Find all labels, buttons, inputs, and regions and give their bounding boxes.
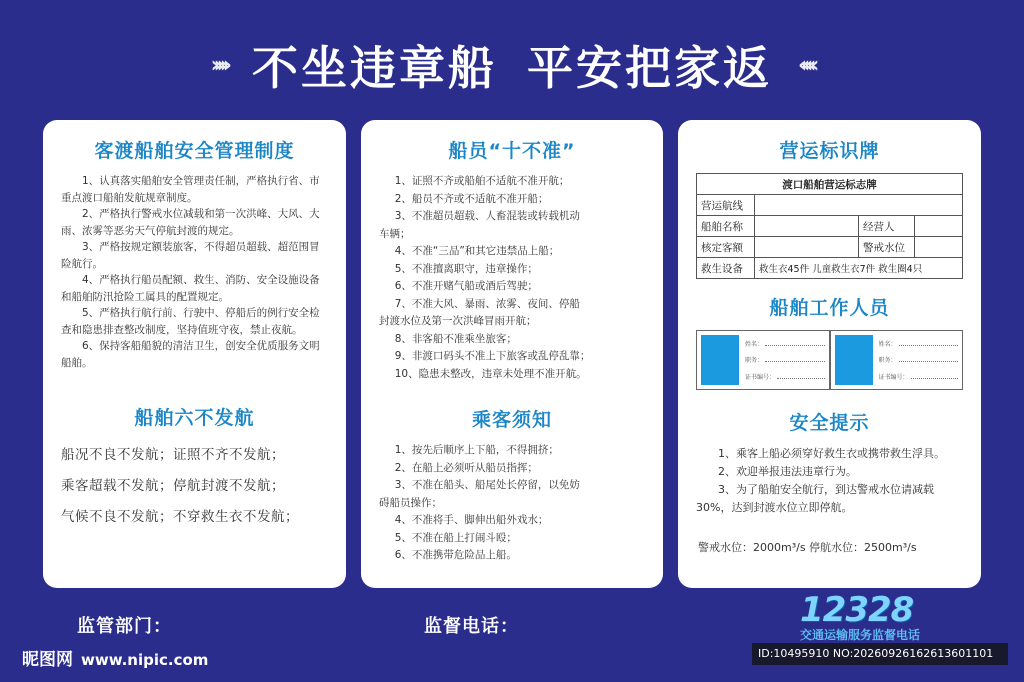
hotline-logo: [800, 592, 980, 644]
passenger-notice: 6、不准携带危险品上船。: [394, 549, 517, 561]
table-row: [697, 237, 963, 258]
no-sail-rule: 乘客超载不发航；停航封渡不发航；: [61, 478, 285, 494]
water-levels: 警戒水位：2000m³/s 停航水位：2500m³/s: [698, 541, 917, 554]
main-title-part2: 平安把家返: [527, 41, 772, 95]
crew-rule: 6、不准开赌气船或酒后驾驶；: [394, 280, 538, 292]
crew-rule: 8、非客船不准乘坐旅客；: [394, 332, 517, 345]
crew-rule: 5、不准擅离职守，违章操作；: [394, 262, 538, 275]
passenger-notice: 5、不准在船上打闹斗殴；: [394, 531, 517, 544]
staff-photo: [701, 335, 739, 385]
crew-rule: 7、不准大风、暴雨、浓雾、夜间、停船: [394, 297, 580, 310]
passenger-notice: 3、不准在船头、船尾处长停留，以免妨: [394, 479, 580, 491]
staff-card: [696, 330, 830, 390]
crew-rule: 2、船员不齐或不适航不准开船；: [394, 192, 549, 205]
main-title-part1: 不坐违章船: [252, 41, 497, 95]
crew-rule: 10、隐患未整改，违章未处理不准开航。: [394, 367, 587, 380]
passenger-notice: 碍船员操作；: [379, 496, 442, 509]
hotline-subtitle: 交通运输服务监督电话: [800, 628, 921, 642]
table-row: [697, 195, 963, 216]
staff-name-field: 姓名：: [745, 339, 825, 348]
capacity-label: 核定客额: [697, 237, 755, 258]
site-name: 昵图网: [22, 650, 73, 670]
ship-name-label: 船舶名称: [697, 216, 755, 237]
crew-rules-title: 船员“十不准”: [448, 140, 576, 162]
card-crew-rules: [361, 120, 663, 588]
staff-card: [830, 330, 964, 390]
sign-table-head: 渡口船舶营运标志牌: [697, 174, 963, 195]
passenger-notice: 2、在船上必须听从船员指挥；: [394, 461, 538, 474]
staff-post-field: 职务：: [879, 355, 959, 364]
card-safety-management: [43, 120, 346, 588]
table-row: [697, 174, 963, 195]
capacity-value: [755, 237, 859, 258]
operator-value: [915, 216, 963, 237]
table-row: [697, 216, 963, 237]
crew-rule: 1、证照不齐或船舶不适航不准开航；: [394, 175, 570, 187]
equipment-value: 救生衣45件 儿童救生衣7件 救生圈4只: [755, 258, 963, 279]
operator-label: 经营人: [859, 216, 915, 237]
supervision-phone-label: 监督电话：: [424, 616, 519, 637]
route-value: [755, 195, 963, 216]
safety-paragraph: 5、严格执行航行前、行驶中、停船后的例行安全检查和隐患排查整改制度，坚持值班守夜，禁止夜航。: [61, 307, 320, 336]
table-row: [697, 258, 963, 279]
passenger-notice: 4、不准将手、脚伸出船外戏水；: [394, 514, 549, 526]
chevrons-right-icon: ‹‹‹‹‹: [798, 52, 814, 78]
id-watermark: ID:10495910 NO:20260926162613601101: [752, 643, 1008, 665]
passenger-notice-title: 乘客须知: [471, 409, 552, 431]
safety-tip: 3、为了船舶安全航行，到达警戒水位请减载30%，达到封渡水位立即停航。: [696, 483, 934, 514]
safety-paragraph: 1、认真落实船舶安全管理责任制，严格执行省、市重点渡口船舶发航规章制度。: [61, 175, 320, 204]
staff-name-field: 姓名：: [879, 339, 959, 348]
crew-rule: 3、不准超员超载、人畜混装或转载机动: [394, 210, 580, 222]
staff-cert-field: 证书编号：: [745, 372, 825, 381]
safety-paragraph: 3、严格按规定额装旅客，不得超员超载、超范围冒险航行。: [61, 241, 320, 270]
hotline-number: 12328: [800, 590, 914, 630]
card-operation-sign: [678, 120, 981, 588]
safety-paragraph: 2、严格执行警戒水位减载和第一次洪峰、大风、大雨、浓雾等恶劣天气停航封渡的规定。: [61, 208, 320, 237]
crew-rule: 封渡水位及第一次洪峰冒雨开航；: [379, 315, 537, 327]
ship-name-value: [755, 216, 859, 237]
crew-rule: 9、非渡口码头不准上下旅客或乱停乱靠；: [394, 350, 591, 362]
title-row: [0, 30, 1024, 100]
staff-title: 船舶工作人员: [769, 297, 890, 319]
safety-tip: 2、欢迎举报违法违章行为。: [718, 465, 857, 478]
site-url: www.nipic.com: [81, 651, 209, 669]
safety-tip: 1、乘客上船必须穿好救生衣或携带救生浮具。: [718, 447, 945, 460]
no-sail-rule: 船况不良不发航；证照不齐不发航；: [61, 447, 285, 463]
passenger-notice: 1、按先后顺序上下船，不得拥挤；: [394, 444, 559, 456]
operation-sign-table: [696, 173, 963, 279]
main-title: [252, 32, 772, 98]
route-label: 营运航线: [697, 195, 755, 216]
safety-tips-list: [696, 445, 963, 517]
operation-sign-title: 营运标识牌: [779, 140, 880, 162]
safety-management-list: [61, 173, 328, 371]
site-watermark: [22, 645, 208, 670]
safety-paragraph: 4、严格执行船员配额、救生、消防、安全设施设备和船舶防汛抢险工属具的配置规定。: [61, 274, 320, 303]
six-no-sail-title: 船舶六不发航: [134, 407, 255, 429]
staff-cert-field: 证书编号：: [879, 372, 959, 381]
crew-rule: 车辆；: [379, 227, 411, 240]
crew-rules-list: [379, 173, 645, 383]
supervision-dept-label: 监管部门：: [77, 616, 172, 637]
staff-row: [696, 330, 963, 390]
six-no-sail-list: [61, 440, 328, 533]
safety-paragraph: 6、保持客船船貌的清洁卫生，创安全优质服务文明船舶。: [61, 340, 320, 369]
warning-level-value: [915, 237, 963, 258]
staff-photo: [835, 335, 873, 385]
passenger-notice-list: [379, 442, 645, 565]
chevrons-left-icon: ›››››: [210, 52, 226, 78]
safety-tips-title: 安全提示: [789, 412, 870, 434]
crew-rule: 4、不准“三品”和其它违禁品上船；: [394, 245, 560, 257]
warning-level-label: 警戒水位: [859, 237, 915, 258]
equipment-label: 救生设备: [697, 258, 755, 279]
no-sail-rule: 气候不良不发航；不穿救生衣不发航；: [61, 509, 299, 525]
safety-management-title: 客渡船舶安全管理制度: [94, 140, 295, 162]
staff-post-field: 职务：: [745, 355, 825, 364]
